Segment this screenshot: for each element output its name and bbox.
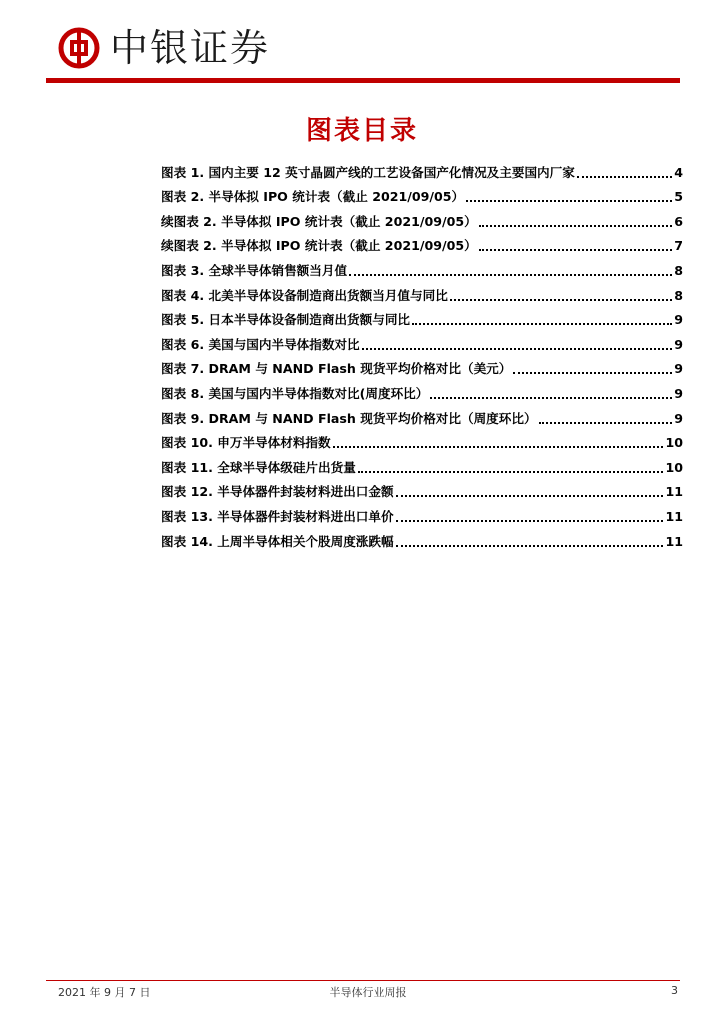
toc-dot-leader — [479, 225, 673, 227]
toc-entry-page: 6 — [674, 213, 683, 229]
toc-entry-label: 图表 13. 半导体器件封装材料进出口单价 — [161, 508, 394, 524]
toc-dot-leader — [466, 200, 672, 202]
toc-entry-page: 5 — [674, 189, 683, 205]
footer-date: 2021 年 9 月 7 日 — [58, 986, 151, 999]
toc-dot-leader — [412, 323, 672, 325]
toc-entry[interactable] — [161, 156, 683, 181]
toc-entry[interactable] — [161, 230, 683, 255]
toc-entry-page: 4 — [674, 164, 683, 180]
toc-entry-label: 续图表 2. 半导体拟 IPO 统计表（截止 2021/09/05） — [161, 213, 477, 229]
toc-entry[interactable] — [161, 427, 683, 452]
toc-entry-label: 图表 14. 上周半导体相关个股周度涨跌幅 — [161, 533, 394, 549]
toc-entry-label: 图表 3. 全球半导体销售额当月值 — [161, 262, 348, 278]
toc-entry[interactable] — [161, 451, 683, 476]
toc-entry-label: 图表 4. 北美半导体设备制造商出货额当月值与同比 — [161, 287, 448, 303]
toc-entry-label: 图表 5. 日本半导体设备制造商出货额与同比 — [161, 312, 411, 328]
toc-entry[interactable] — [161, 205, 683, 230]
toc-entry-label: 图表 12. 半导体器件封装材料进出口金额 — [161, 484, 394, 500]
toc-title: 图表目录 — [305, 116, 418, 146]
toc-entry-label: 图表 1. 国内主要 12 英寸晶圆产线的工艺设备国产化情况及主要国内厂家 — [161, 164, 575, 180]
toc-entry[interactable] — [161, 254, 683, 279]
toc-dot-leader — [396, 545, 664, 547]
toc-entry-label: 图表 9. DRAM 与 NAND Flash 现货平均价格对比（周度环比） — [161, 410, 537, 426]
toc-dot-leader — [479, 249, 673, 251]
toc-entry[interactable] — [161, 353, 683, 378]
toc-entry-page: 10 — [665, 459, 683, 475]
bank-of-china-logo-icon — [58, 27, 100, 69]
toc-entry-page: 11 — [665, 533, 683, 549]
toc-dot-leader — [396, 495, 664, 497]
header-divider — [46, 78, 680, 83]
toc-dot-leader — [430, 397, 672, 399]
toc-entry-label: 图表 6. 美国与国内半导体指数对比 — [161, 336, 360, 352]
toc-entry-label: 图表 8. 美国与国内半导体指数对比(周度环比） — [161, 385, 429, 401]
toc-entry-label: 图表 7. DRAM 与 NAND Flash 现货平均价格对比（美元） — [161, 361, 512, 377]
toc-entry-page: 8 — [674, 287, 683, 303]
toc-entry[interactable] — [161, 279, 683, 304]
toc-entry-page: 9 — [674, 410, 683, 426]
toc-entry-page: 8 — [674, 262, 683, 278]
footer-report-name: 半导体行业周报 — [329, 986, 407, 999]
toc-entry-label: 图表 11. 全球半导体级硅片出货量 — [161, 459, 356, 475]
toc-entry-page: 9 — [674, 336, 683, 352]
toc-entry[interactable] — [161, 328, 683, 353]
toc-dot-leader — [396, 520, 664, 522]
toc-entry-page: 11 — [665, 508, 683, 524]
toc-dot-leader — [349, 274, 672, 276]
toc-entry-label: 续图表 2. 半导体拟 IPO 统计表（截止 2021/09/05） — [161, 238, 477, 254]
toc-dot-leader — [513, 372, 672, 374]
toc-entry-label: 图表 2. 半导体拟 IPO 统计表（截止 2021/09/05） — [161, 189, 465, 205]
toc-entry[interactable] — [161, 181, 683, 206]
toc-entry-page: 11 — [665, 484, 683, 500]
footer-divider — [46, 980, 680, 981]
toc-dot-leader — [333, 446, 664, 448]
toc-entry[interactable] — [161, 402, 683, 427]
table-of-figures — [161, 156, 683, 550]
toc-entry[interactable] — [161, 525, 683, 550]
toc-entry-page: 9 — [674, 361, 683, 377]
toc-entry[interactable] — [161, 304, 683, 329]
brand-name: 中银证券 — [110, 26, 271, 70]
footer-page-number: 3 — [671, 984, 678, 997]
toc-dot-leader — [362, 348, 673, 350]
page-footer — [58, 984, 678, 1000]
toc-entry-page: 9 — [674, 385, 683, 401]
toc-dot-leader — [577, 176, 672, 178]
toc-entry-page: 10 — [665, 435, 683, 451]
toc-entry-label: 图表 10. 申万半导体材料指数 — [161, 435, 331, 451]
toc-dot-leader — [358, 471, 664, 473]
toc-entry[interactable] — [161, 476, 683, 501]
toc-dot-leader — [539, 422, 673, 424]
toc-entry[interactable] — [161, 500, 683, 525]
toc-entry-page: 9 — [674, 312, 683, 328]
toc-dot-leader — [450, 299, 672, 301]
toc-entry-page: 7 — [674, 238, 683, 254]
page-header — [0, 0, 724, 90]
toc-entry[interactable] — [161, 377, 683, 402]
